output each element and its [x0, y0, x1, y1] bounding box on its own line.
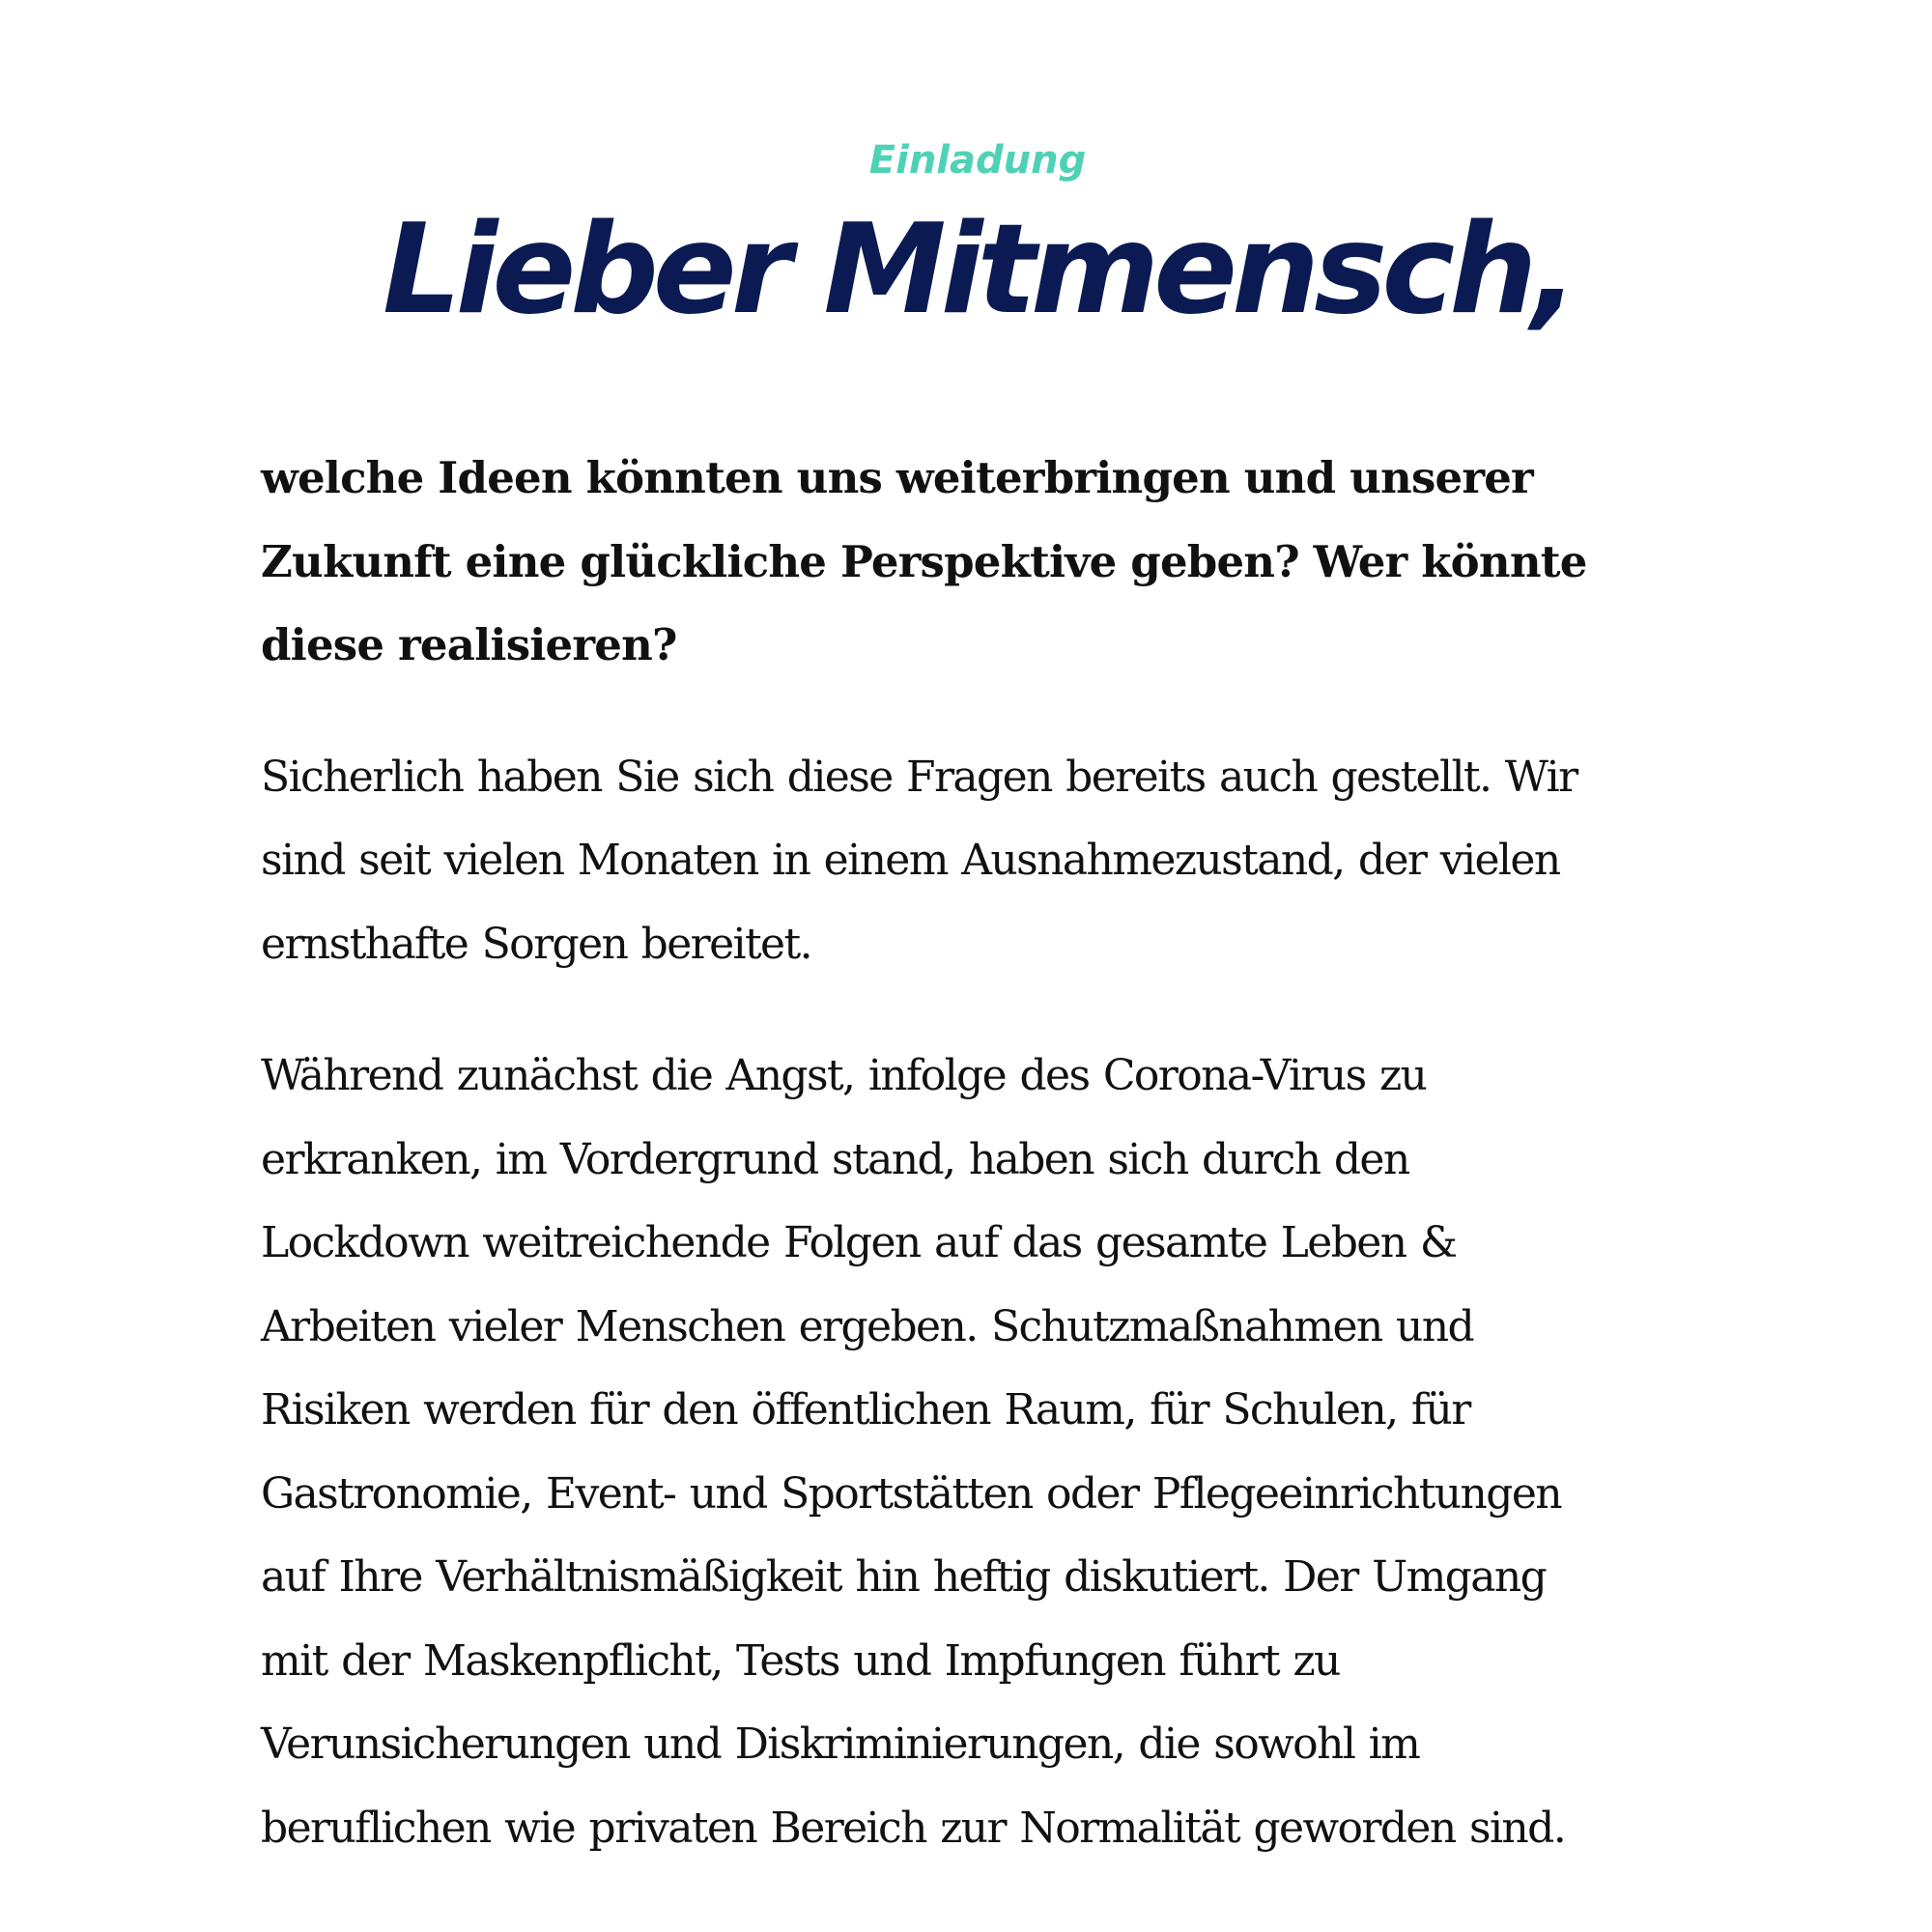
eyebrow-label: Einladung [868, 138, 1087, 183]
text-line: beruflichen wie privaten Bereich zur Normalität geworden sind. [261, 1803, 1566, 1853]
lead-line: welche Ideen könnten uns weiterbringen und unserer [261, 452, 1533, 503]
body-paragraph-2 [261, 1035, 1690, 1870]
text-line: Arbeiten vieler Menschen ergeben. Schutzmaßnahmen und [261, 1301, 1474, 1351]
text-line: auf Ihre Verhältnismäßigkeit hin heftig diskutiert. Der Umgang [261, 1552, 1547, 1602]
text-line: Sicherlich haben Sie sich diese Fragen bereits auch gestellt. Wir [261, 752, 1577, 802]
text-line: Risiken werden für den öffentlichen Raum, für Schulen, für [261, 1385, 1470, 1435]
lead-line: Zukunft eine glückliche Perspektive geben? Wer könnte [261, 535, 1587, 587]
text-line: ernsthafte Sorgen bereitet. [261, 919, 811, 969]
text-line: Lockdown weitreichende Folgen auf das gesamte Leben & [261, 1218, 1457, 1267]
page-title: Lieber Mitmensch, [383, 198, 1573, 342]
text-line: Verunsicherungen und Diskriminierungen, die sowohl im [261, 1719, 1420, 1769]
text-line: mit der Maskenpflicht, Tests und Impfungen führt zu [261, 1635, 1340, 1686]
lead-paragraph [261, 437, 1690, 688]
text-line: sind seit vielen Monaten in einem Ausnahmezustand, der vielen [261, 836, 1560, 885]
text-line: Gastronomie, Event- und Sportstätten oder Pflegeeinrichtungen [261, 1468, 1562, 1519]
lead-line: diese realisieren? [261, 619, 677, 670]
body-paragraph-1 [261, 736, 1690, 987]
text-line: Während zunächst die Angst, infolge des Corona-Virus zu [261, 1051, 1427, 1100]
text-line: erkranken, im Vordergrund stand, haben sich durch den [261, 1134, 1409, 1184]
letter-body [261, 437, 1690, 1870]
